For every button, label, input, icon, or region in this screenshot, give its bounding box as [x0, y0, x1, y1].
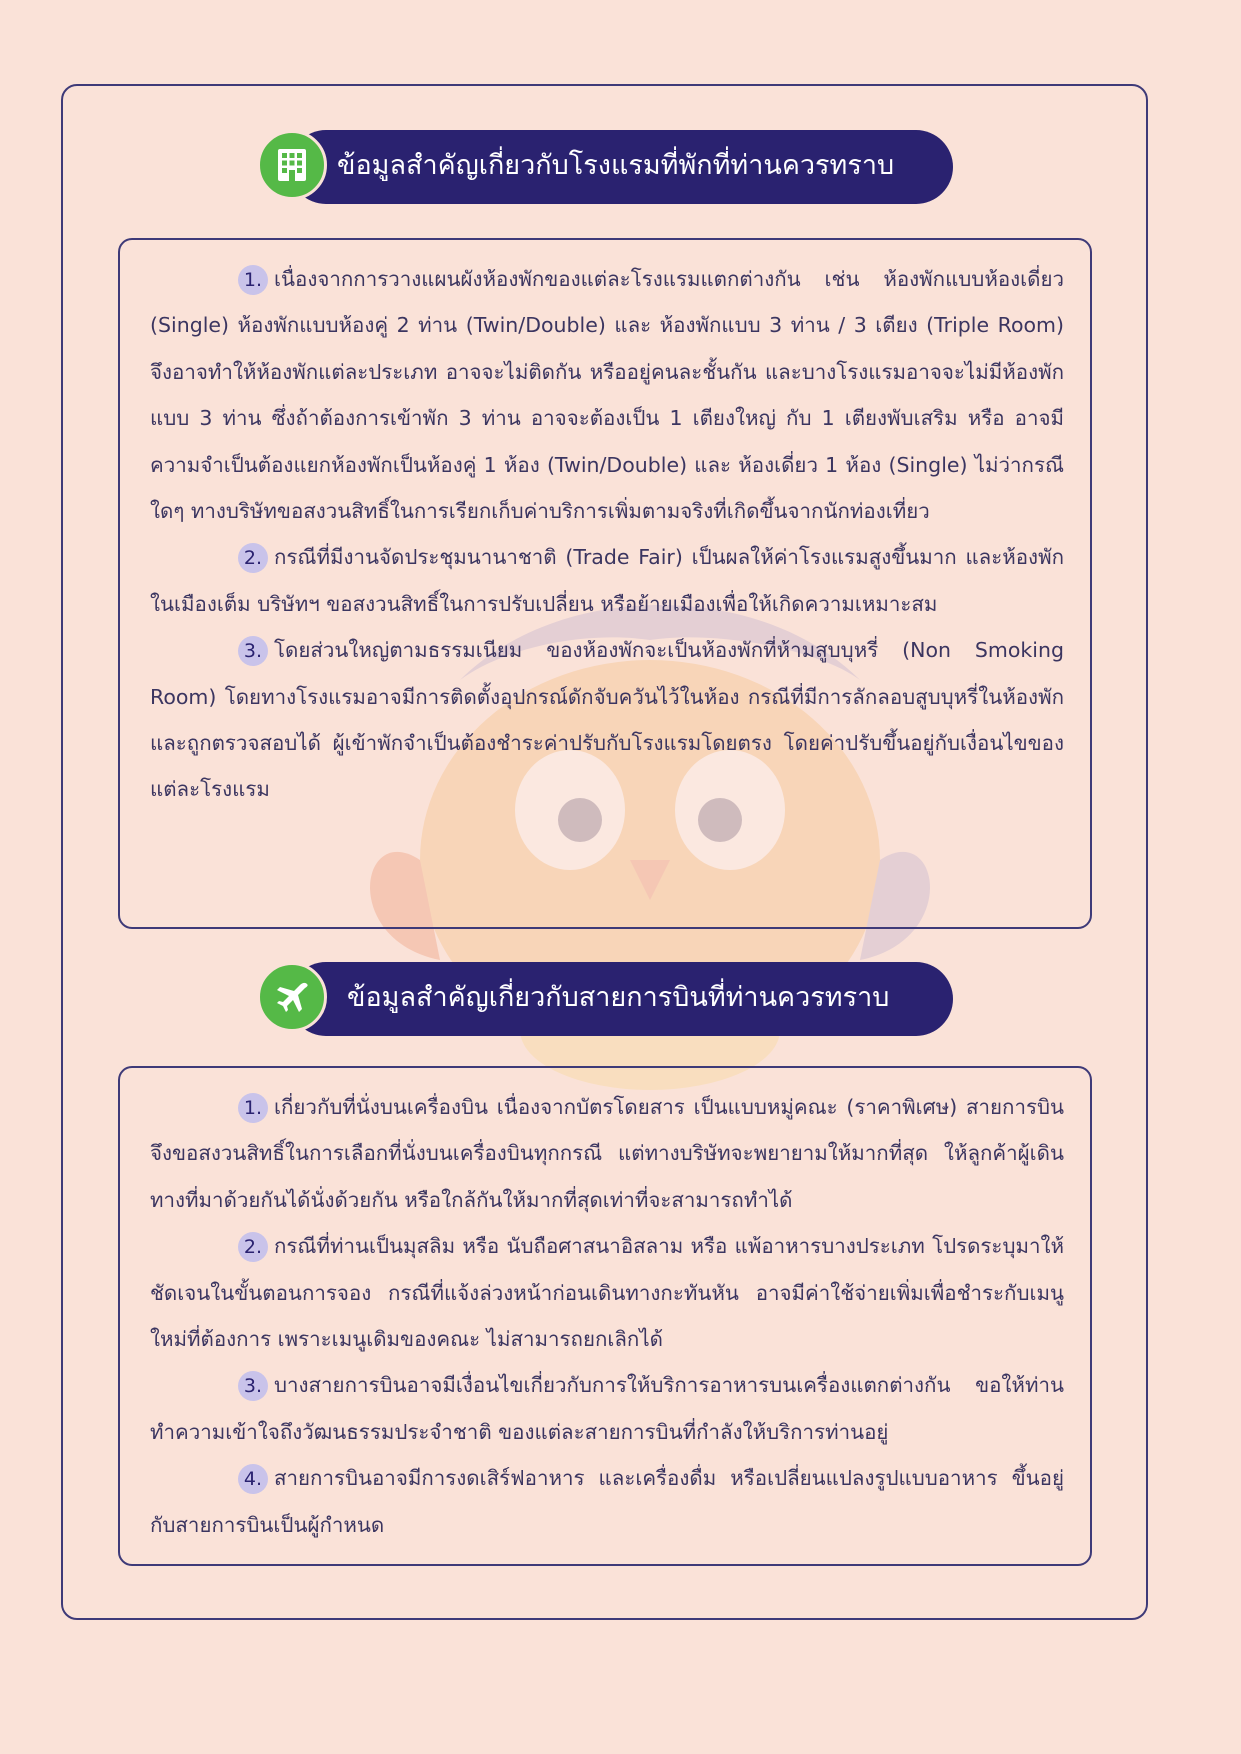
- airline-item-1-text: เกี่ยวกับที่นั่งบนเครื่องบิน เนื่องจากบัตรโดยสาร เป็นแบบหมู่คณะ (ราคาพิเศษ) สายการบินจึงขอสงวนสิทธิ์ในการเลือกที่นั่งบนเครื่องบินทุกกรณี แต่ทางบริษัทจะพยายามให้มากที่สุด ให้ลูกค้าผู้เดินทางที่มาด้วยกันได้นั่งด้วยกัน หรือใกล้กันให้มากที่สุดเท่าที่จะสามารถทำได้: [150, 1095, 1064, 1212]
- item-number-badge: 1.: [238, 1093, 268, 1123]
- item-number-badge: 3.: [238, 636, 268, 666]
- hotel-header-badge: [257, 130, 327, 200]
- hotel-item-1: [150, 256, 1064, 534]
- hotel-item-1-text: เนื่องจากการวางแผนผังห้องพักของแต่ละโรงแรมแตกต่างกัน เช่น ห้องพักแบบห้องเดี่ยว (Single) ห้องพักแบบห้องคู่ 2 ท่าน (Twin/Double) และ ห้องพักแบบ 3 ท่าน / 3 เตียง (Triple Room) จึงอาจทำให้ห้องพักแต่ละประเภท อาจจะไม่ติดกัน หรืออยู่คนละชั้นกัน และบางโรงแรมอาจจะไม่มีห้องพักแบบ 3 ท่าน ซึ่งถ้าต้องการเข้าพัก 3 ท่าน อาจจะต้องเป็น 1 เตียงใหญ่ กับ 1 เตียงพับเสริม หรือ อาจมีความจำเป็นต้องแยกห้องพักเป็นห้องคู่ 1 ห้อง (Twin/Double) และ ห้องเดี่ยว 1 ห้อง (Single) ไม่ว่ากรณีใดๆ ทางบริษัทขอสงวนสิทธิ์ในการเรียกเก็บค่าบริการเพิ่มตามจริงที่เกิดขึ้นจากนักท่องเที่ยว: [150, 267, 1064, 524]
- airline-item-4: [150, 1455, 1064, 1548]
- airline-item-3: [150, 1362, 1064, 1455]
- airline-info-box: [118, 1066, 1092, 1566]
- hotel-item-3-text: โดยส่วนใหญ่ตามธรรมเนียม ของห้องพักจะเป็นห้องพักที่ห้ามสูบบุหรี่ (Non Smoking Room) โดยทางโรงแรมอาจมีการติดตั้งอุปกรณ์ดักจับควันไว้ในห้อง กรณีที่มีการลักลอบสูบบุหรี่ในห้องพัก และถูกตรวจสอบได้ ผู้เข้าพักจำเป็นต้องชำระค่าปรับกับโรงแรมโดยตรง โดยค่าปรับขึ้นอยู่กับเงื่อนไขของแต่ละโรงแรม: [150, 638, 1064, 802]
- airline-header-badge: [257, 962, 327, 1032]
- airline-item-2: [150, 1223, 1064, 1362]
- hotel-item-2: [150, 534, 1064, 627]
- airline-item-1: [150, 1084, 1064, 1223]
- airline-section-header: [257, 960, 953, 1036]
- hotel-section-title: ข้อมูลสำคัญเกี่ยวกับโรงแรมที่พักที่ท่านควรทราบ: [337, 150, 895, 181]
- item-number-badge: 1.: [238, 265, 268, 295]
- airline-item-4-text: สายการบินอาจมีการงดเสิร์ฟอาหาร และเครื่องดื่ม หรือเปลี่ยนแปลงรูปแบบอาหาร ขึ้นอยู่กับสายการบินเป็นผู้กำหนด: [150, 1466, 1064, 1537]
- hotel-item-2-text: กรณีที่มีงานจัดประชุมนานาชาติ (Trade Fair) เป็นผลให้ค่าโรงแรมสูงขึ้นมาก และห้องพักในเมืองเต็ม บริษัทฯ ขอสงวนสิทธิ์ในการปรับเปลี่ยน หรือย้ายเมืองเพื่อให้เกิดความเหมาะสม: [150, 545, 1064, 616]
- hotel-item-3: [150, 627, 1064, 813]
- hotel-section-header: [257, 128, 953, 204]
- airplane-icon: [273, 978, 311, 1016]
- airline-section-title: ข้อมูลสำคัญเกี่ยวกับสายการบินที่ท่านควรทราบ: [347, 982, 890, 1013]
- item-number-badge: 4.: [238, 1464, 268, 1494]
- building-icon: [273, 146, 311, 184]
- airline-item-2-text: กรณีที่ท่านเป็นมุสลิม หรือ นับถือศาสนาอิสลาม หรือ แพ้อาหารบางประเภท โปรดระบุมาให้ชัดเจนในขั้นตอนการจอง กรณีที่แจ้งล่วงหน้าก่อนเดินทางกะทันหัน อาจมีค่าใช้จ่ายเพิ่มเพื่อชำระกับเมนูใหม่ที่ต้องการ เพราะเมนูเดิมของคณะ ไม่สามารถยกเลิกได้: [150, 1234, 1064, 1352]
- airline-item-3-text: บางสายการบินอาจมีเงื่อนไขเกี่ยวกับการให้บริการอาหารบนเครื่องแตกต่างกัน ขอให้ท่านทำความเข้าใจถึงวัฒนธรรมประจำชาติ ของแต่ละสายการบินที่กำลังให้บริการท่านอยู่: [150, 1373, 1064, 1444]
- item-number-badge: 3.: [238, 1371, 268, 1401]
- hotel-info-box: [118, 238, 1092, 929]
- item-number-badge: 2.: [238, 543, 268, 573]
- item-number-badge: 2.: [238, 1232, 268, 1262]
